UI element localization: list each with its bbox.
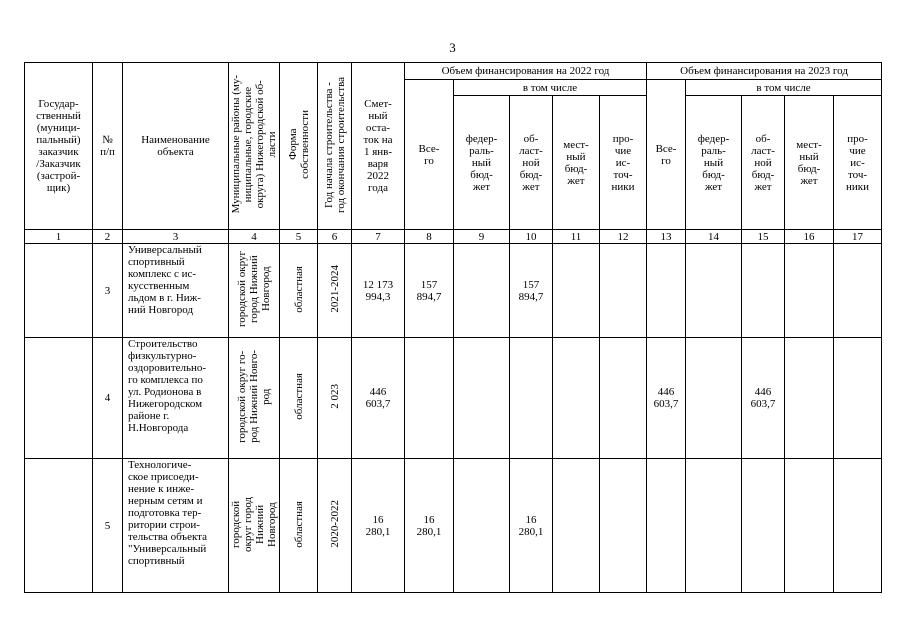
row-years-text: 2021-2024 [328, 265, 341, 313]
row-regional-2023: 446 603,7 [742, 338, 785, 459]
row-years [318, 244, 352, 338]
column-number: 12 [600, 230, 647, 244]
row-customer [25, 459, 93, 593]
row-local-2022 [553, 338, 600, 459]
column-number: 4 [229, 230, 280, 244]
header-regional-2022: об- ласт- ной бюд- жет [510, 96, 553, 230]
row-other-2022 [600, 338, 647, 459]
row-total-2023: 446 603,7 [647, 338, 686, 459]
column-number: 2 [93, 230, 123, 244]
row-district [229, 459, 280, 593]
row-years-text: 2 023 [328, 384, 341, 409]
row-num: 5 [93, 459, 123, 593]
row-district [229, 338, 280, 459]
row-local-2022 [553, 244, 600, 338]
column-number: 9 [454, 230, 510, 244]
row-ownership [280, 244, 318, 338]
page-number: 3 [449, 40, 456, 55]
header-fin-2022: Объем финансирования на 2022 год [405, 63, 647, 80]
row-object-name: Технологиче- ское присоеди- нение к инже- нерным сетям и подготовка тер- ритории строи- тельства объекта "Универсальный спортивный [123, 459, 229, 593]
row-regional-2023 [742, 459, 785, 593]
row-total-2023 [647, 459, 686, 593]
header-federal-2022: федер- раль- ный бюд- жет [454, 96, 510, 230]
row-ownership-text: областная [292, 500, 305, 548]
row-years [318, 459, 352, 593]
row-other-2023 [834, 338, 882, 459]
row-federal-2023 [686, 459, 742, 593]
row-other-2023 [834, 459, 882, 593]
header-other-2022: про- чие ис- точ- ники [600, 96, 647, 230]
row-customer [25, 244, 93, 338]
row-years-text: 2020-2022 [328, 500, 341, 548]
row-regional-2023 [742, 244, 785, 338]
column-number: 5 [280, 230, 318, 244]
column-number: 7 [352, 230, 405, 244]
row-total-2023 [647, 244, 686, 338]
row-ownership [280, 338, 318, 459]
financing-table [24, 62, 882, 593]
row-district-text: городской округ город Нижний Новгород [236, 250, 272, 328]
row-other-2022 [600, 459, 647, 593]
header-years-text: Год начала строительства - год окончания строительства [322, 76, 347, 213]
header-local-2023: мест- ный бюд- жет [785, 96, 834, 230]
row-federal-2023 [686, 244, 742, 338]
header-ownership [280, 63, 318, 230]
header-total-2022: Все- го [405, 80, 454, 230]
column-number: 11 [553, 230, 600, 244]
row-district-text: городской округ город Нижний Новгород [230, 496, 278, 552]
header-including-2023: в том числе [686, 80, 882, 96]
row-other-2023 [834, 244, 882, 338]
row-num: 4 [93, 338, 123, 459]
column-number: 6 [318, 230, 352, 244]
row-estimate: 12 173 994,3 [352, 244, 405, 338]
column-number: 17 [834, 230, 882, 244]
column-number: 13 [647, 230, 686, 244]
header-fin-2023: Объем финансирования на 2023 год [647, 63, 882, 80]
row-customer [25, 338, 93, 459]
row-federal-2022 [454, 459, 510, 593]
header-total-2023: Все- го [647, 80, 686, 230]
row-regional-2022 [510, 338, 553, 459]
row-estimate: 16 280,1 [352, 459, 405, 593]
row-total-2022: 157 894,7 [405, 244, 454, 338]
column-number: 1 [25, 230, 93, 244]
row-object-name: Строительство физкультурно- оздоровительно- го комплекса по ул. Родионова в Нижегородском районе г. Н.Новгорода [123, 338, 229, 459]
row-ownership-text: областная [292, 265, 305, 313]
row-num: 3 [93, 244, 123, 338]
row-regional-2022: 157 894,7 [510, 244, 553, 338]
row-district-text: городской округ го- род Нижний Новго- род [236, 350, 272, 443]
row-local-2023 [785, 459, 834, 593]
column-number: 15 [742, 230, 785, 244]
row-local-2022 [553, 459, 600, 593]
column-number: 16 [785, 230, 834, 244]
header-customer: Государ- ственный (муници- пальный) заказчик /Заказчик (застрой- щик) [25, 63, 93, 230]
header-districts-text: Муниципальные районы (му- ниципальные, городские округа) Нижегородской об- ласти [230, 75, 278, 214]
header-federal-2023: федер- раль- ный бюд- жет [686, 96, 742, 230]
table-row [25, 459, 882, 593]
row-other-2022 [600, 244, 647, 338]
header-including-2022: в том числе [454, 80, 647, 96]
header-regional-2023: об- ласт- ной бюд- жет [742, 96, 785, 230]
row-years [318, 338, 352, 459]
header-object-name: Наименование объекта [123, 63, 229, 230]
header-years [318, 63, 352, 230]
row-federal-2022 [454, 338, 510, 459]
row-estimate: 446 603,7 [352, 338, 405, 459]
column-number: 3 [123, 230, 229, 244]
header-other-2023: про- чие ис- точ- ники [834, 96, 882, 230]
table-row [25, 244, 882, 338]
row-federal-2023 [686, 338, 742, 459]
row-regional-2022: 16 280,1 [510, 459, 553, 593]
header-num: № п/п [93, 63, 123, 230]
row-total-2022 [405, 338, 454, 459]
row-local-2023 [785, 244, 834, 338]
header-local-2022: мест- ный бюд- жет [553, 96, 600, 230]
header-estimate: Смет- ный оста- ток на 1 янв- варя 2022 года [352, 63, 405, 230]
row-total-2022: 16 280,1 [405, 459, 454, 593]
column-number: 14 [686, 230, 742, 244]
row-ownership [280, 459, 318, 593]
row-district [229, 244, 280, 338]
column-number-row [25, 230, 882, 244]
row-object-name: Универсальный спортивный комплекс с ис- кусственным льдом в г. Ниж- ний Новгород [123, 244, 229, 338]
header-ownership-text: Форма собственности [286, 110, 311, 179]
row-local-2023 [785, 338, 834, 459]
column-number: 10 [510, 230, 553, 244]
header-districts [229, 63, 280, 230]
column-number: 8 [405, 230, 454, 244]
row-ownership-text: областная [292, 373, 305, 420]
row-federal-2022 [454, 244, 510, 338]
header-row-1 [25, 63, 882, 80]
table-row [25, 338, 882, 459]
